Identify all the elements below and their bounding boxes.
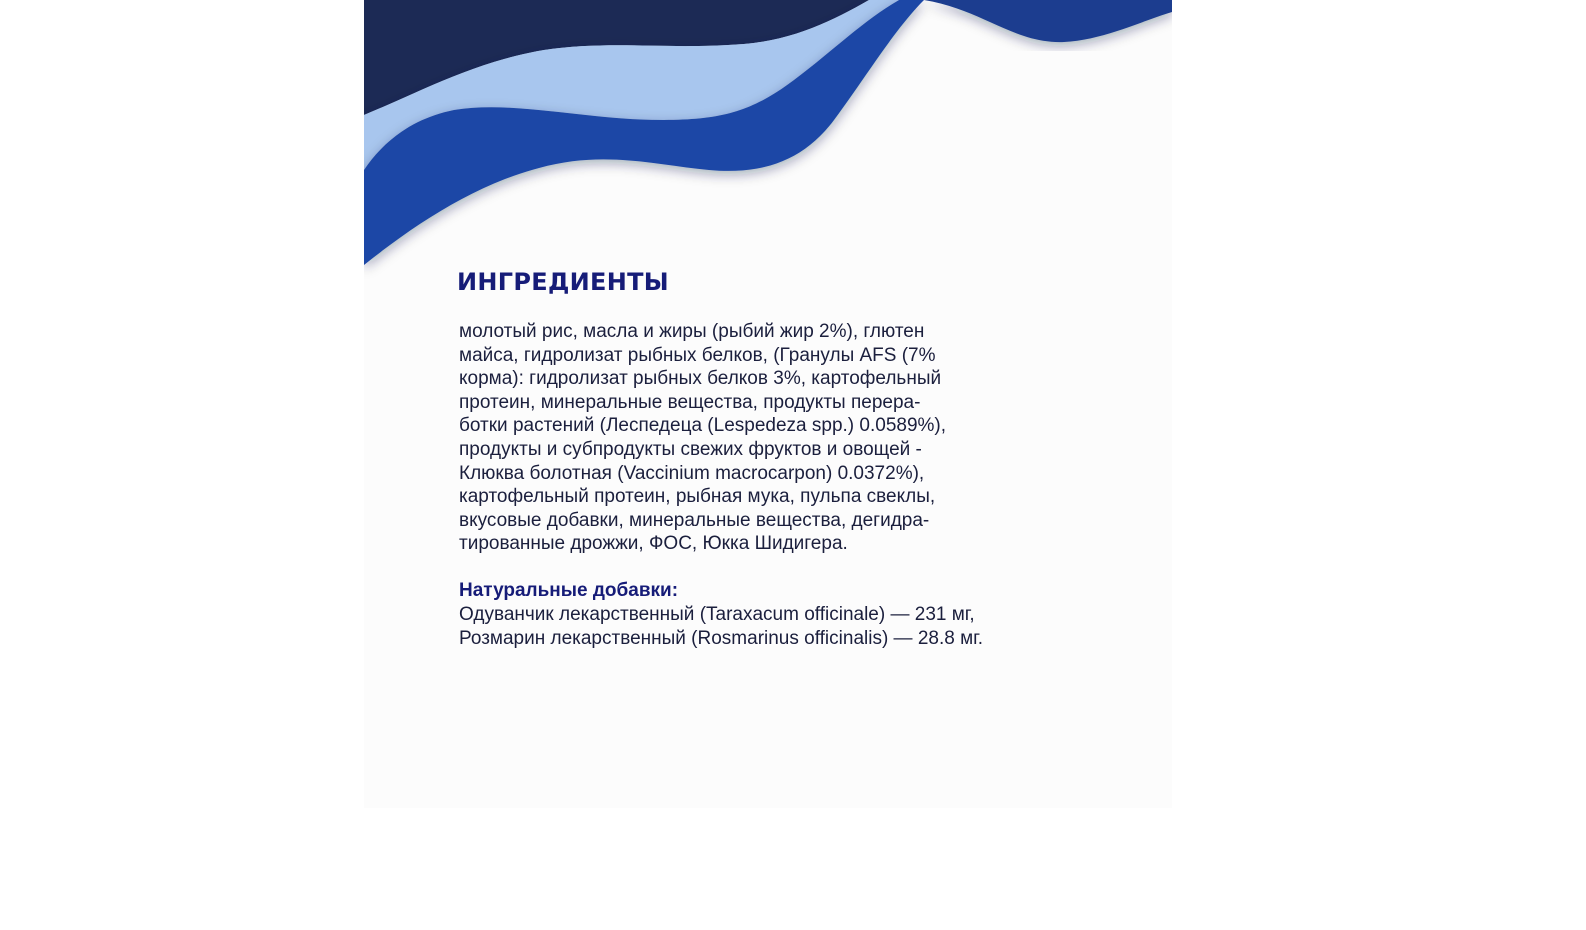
ingredients-text — [459, 320, 1059, 556]
ingredients-line: корма): гидролизат рыбных белков 3%, картофельный — [459, 368, 942, 390]
ingredients-line: вкусовые добавки, минеральные вещества, дегидра- — [459, 509, 930, 531]
ingredients-line: Клюква болотная (Vaccinium macrocarpon) 0.0372%), — [459, 462, 925, 484]
natural-additives-heading: Натуральные добавки: — [459, 580, 679, 601]
ingredients-line: продукты и субпродукты свежих фруктов и овощей - — [459, 438, 922, 460]
ingredients-card — [364, 0, 1172, 808]
additive-item: Одуванчик лекарственный (Taraxacum officinale) — 231 мг, — [459, 604, 975, 625]
ingredients-line: тированные дрожжи, ФОС, Юкка Шидигера. — [459, 533, 848, 555]
decorative-waves — [364, 0, 1172, 290]
ingredients-line: картофельный протеин, рыбная мука, пульпа свеклы, — [459, 486, 936, 508]
natural-additives-list — [459, 603, 983, 650]
ingredients-line: ботки растений (Леспедеца (Lespedeza spp.) 0.0589%), — [459, 415, 947, 437]
ingredients-line: протеин, минеральные вещества, продукты перера- — [459, 391, 921, 413]
ingredients-line: молотый рис, масла и жиры (рыбий жир 2%), глютен — [459, 321, 925, 342]
wave-navy-right — [924, 0, 1172, 42]
ingredients-line: майса, гидролизат рыбных белков, (Гранулы AFS (7% — [459, 344, 936, 366]
additive-item: Розмарин лекарственный (Rosmarinus officinalis) — 28.8 мг. — [459, 627, 984, 649]
ingredients-title: ИНГРЕДИЕНТЫ — [457, 268, 669, 296]
